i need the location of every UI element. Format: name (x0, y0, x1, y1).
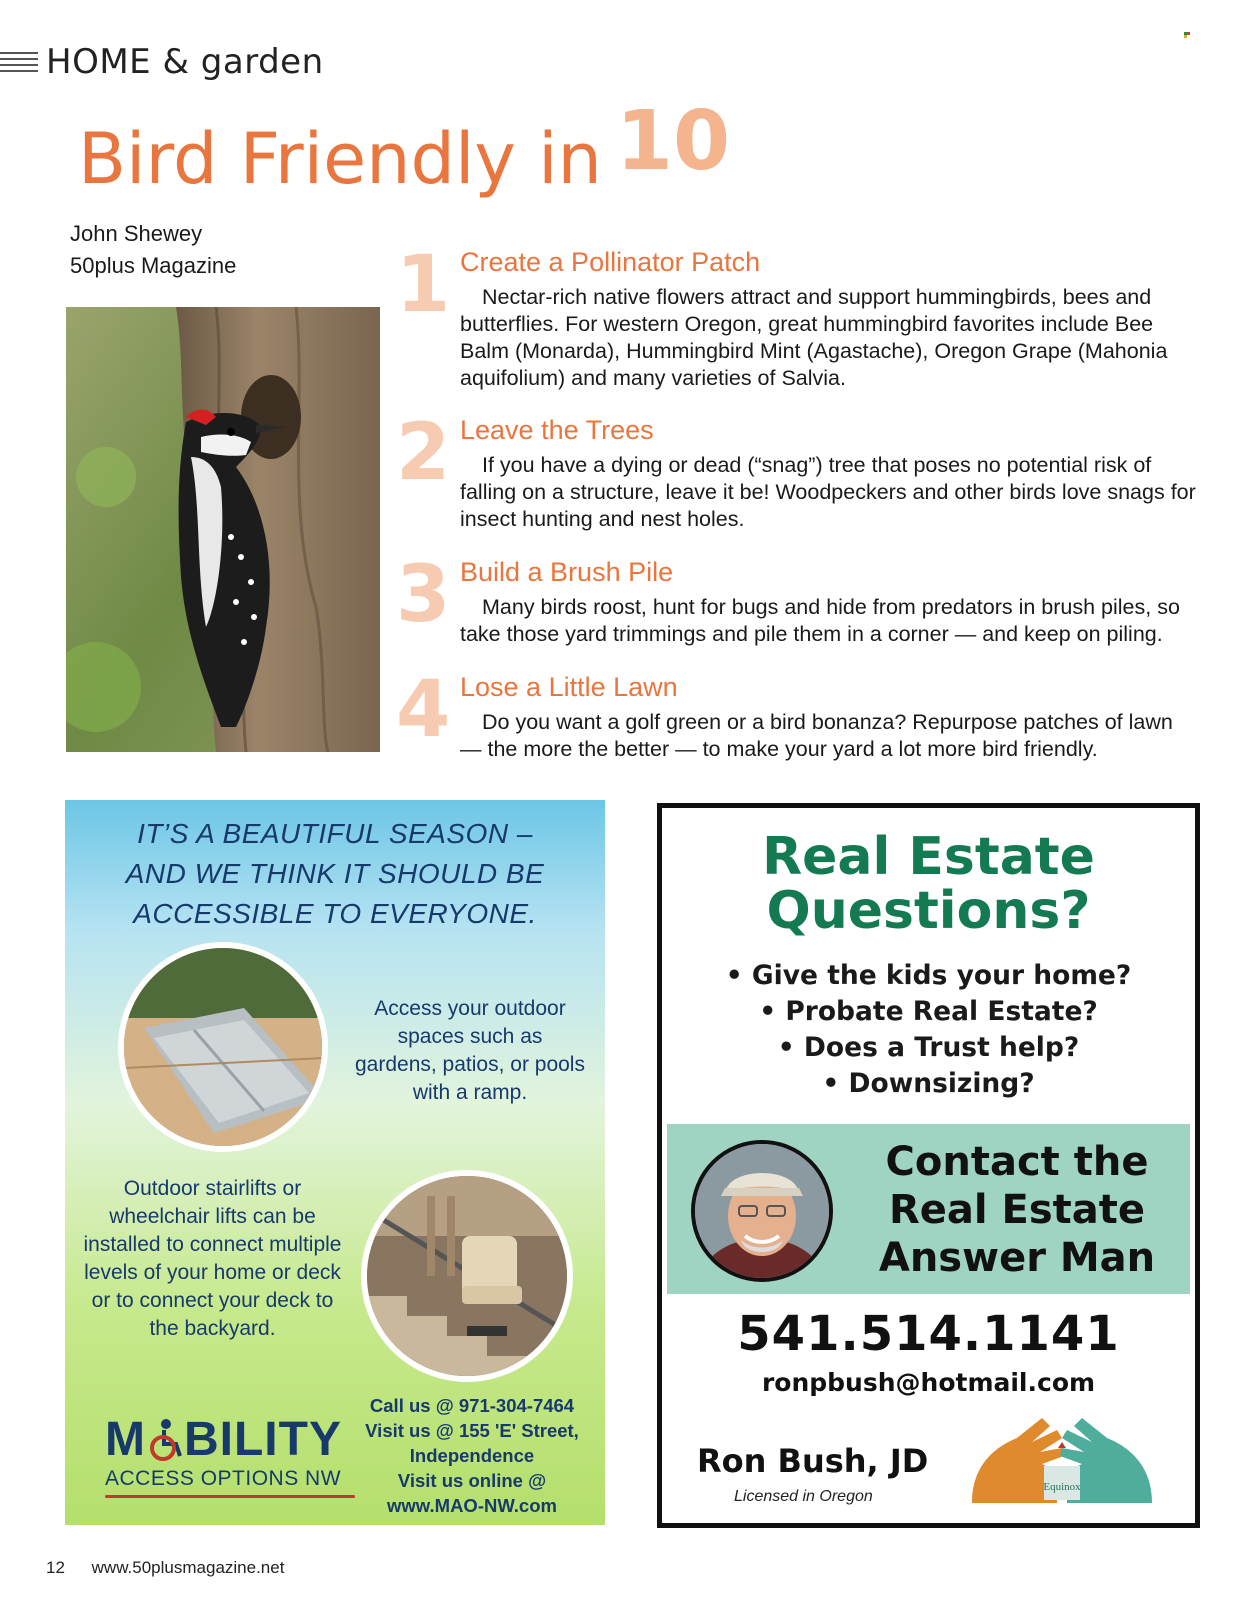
headline-line: AND WE THINK IT SHOULD BE (125, 858, 545, 889)
tip-number: 2 (396, 408, 451, 498)
license-note: Licensed in Oregon (734, 1488, 873, 1505)
tip-body: If you have a dying or dead (“snag”) tree that poses no potential risk of falling on a structure, leave it be! Woodpeckers and other birds love snags for insect hunting and nest holes. (460, 453, 1196, 531)
tip-title: Lose a Little Lawn (460, 672, 678, 702)
website-link[interactable]: www.50plusmagazine.net (91, 1558, 285, 1577)
contact-band (667, 1124, 1190, 1294)
headline-line: ACCESSIBLE TO EVERYONE. (133, 898, 537, 929)
real-estate-title (662, 827, 1195, 941)
ramp-photo (118, 942, 328, 1152)
tip-title: Create a Pollinator Patch (460, 247, 761, 277)
title-line: Real Estate (762, 827, 1095, 887)
mobility-address: Visit us @ 155 'E' Street, Independence (365, 1420, 579, 1466)
headline-line: IT’S A BEAUTIFUL SEASON – (137, 818, 533, 849)
section-title: HOME & garden (46, 42, 324, 82)
mobility-logo-wordmark (105, 1415, 345, 1465)
page-number: 12 (46, 1558, 65, 1577)
hands-logo-icon (962, 1408, 1162, 1508)
mobility-phone[interactable]: Call us @ 971-304-7464 (369, 1395, 575, 1416)
woodpecker-illustration (66, 307, 380, 752)
list-item: • Does a Trust help? (662, 1030, 1195, 1066)
logo-word: BILITY (183, 1413, 342, 1466)
tip-number: 3 (396, 550, 451, 640)
list-item: • Give the kids your home? (662, 958, 1195, 994)
logo-letter: M (105, 1413, 146, 1466)
headline-number: 10 (615, 94, 731, 189)
byline (70, 218, 236, 282)
stairlift-photo (361, 1170, 573, 1382)
tip-body: Nectar-rich native flowers attract and support hummingbirds, bees and butterflies. For western Oregon, great hummingbird favorites include Bee Balm (Monarda), Hummingbird Mint (Agastache), Oregon Grape (Mahonia aquifolium) and many varieties of Salvia. (460, 285, 1168, 390)
publication-name: 50plus Magazine (70, 253, 237, 278)
agent-name: Ron Bush, JD (697, 1442, 929, 1480)
author-name: John Shewey (70, 221, 203, 246)
mobility-headline (65, 814, 605, 934)
title-line: Questions? (766, 881, 1091, 941)
color-registration-icon (1184, 32, 1190, 38)
mobility-contact (347, 1393, 597, 1518)
portrait-illustration (695, 1144, 829, 1278)
contact-line: Contact the (885, 1139, 1149, 1185)
contact-line: Answer Man (878, 1235, 1156, 1281)
stairlift-description: Outdoor stairlifts or wheelchair lifts can be installed to connect multiple levels of your home or deck or to connect your deck to the backyard. (83, 1177, 342, 1340)
mobility-logo-subtitle: ACCESS OPTIONS NW (105, 1467, 342, 1490)
article-headline (78, 94, 731, 203)
avatar (691, 1140, 833, 1282)
section-header (0, 40, 324, 84)
email-link[interactable]: ronpbush@hotmail.com (761, 1368, 1096, 1397)
stairlift-illustration (367, 1176, 567, 1376)
woodpecker-photo (66, 307, 380, 752)
tip-body: Many birds roost, hunt for bugs and hide from predators in brush piles, so take those yard trimmings and pile them in a corner — and keep on piling. (460, 595, 1180, 646)
list-item: • Probate Real Estate? (662, 994, 1195, 1030)
tip-title: Leave the Trees (460, 415, 654, 445)
contact-line: Real Estate (888, 1187, 1146, 1233)
questions-list (662, 958, 1195, 1102)
mobility-logo (105, 1415, 345, 1498)
menu-lines-icon (0, 48, 38, 76)
list-item: • Downsizing? (662, 1066, 1195, 1102)
tip-body: Do you want a golf green or a bird bonanza? Repurpose patches of lawn — the more the better — to make your yard a lot more bird friendly. (460, 710, 1173, 761)
phone-number[interactable]: 541.514.1141 (737, 1306, 1120, 1362)
tip-title: Build a Brush Pile (460, 557, 674, 587)
tip-number: 4 (396, 665, 451, 755)
ramp-description: Access your outdoor spaces such as gardens, patios, or pools with a ramp. (355, 997, 585, 1104)
logo-text: Equinox (1043, 1481, 1081, 1493)
mobility-advertisement[interactable] (65, 800, 605, 1525)
ramp-illustration (124, 948, 324, 1148)
headline-text: Bird Friendly in (78, 118, 602, 200)
tip-number: 1 (396, 240, 451, 330)
real-estate-advertisement[interactable] (657, 803, 1200, 1528)
equinox-logo (962, 1408, 1162, 1508)
logo-underline (105, 1495, 355, 1498)
wheelchair-icon (146, 1418, 184, 1462)
mobility-website[interactable]: Visit us online @ www.MAO-NW.com (387, 1470, 557, 1516)
contact-heading (847, 1138, 1187, 1282)
page-footer (46, 1558, 306, 1578)
